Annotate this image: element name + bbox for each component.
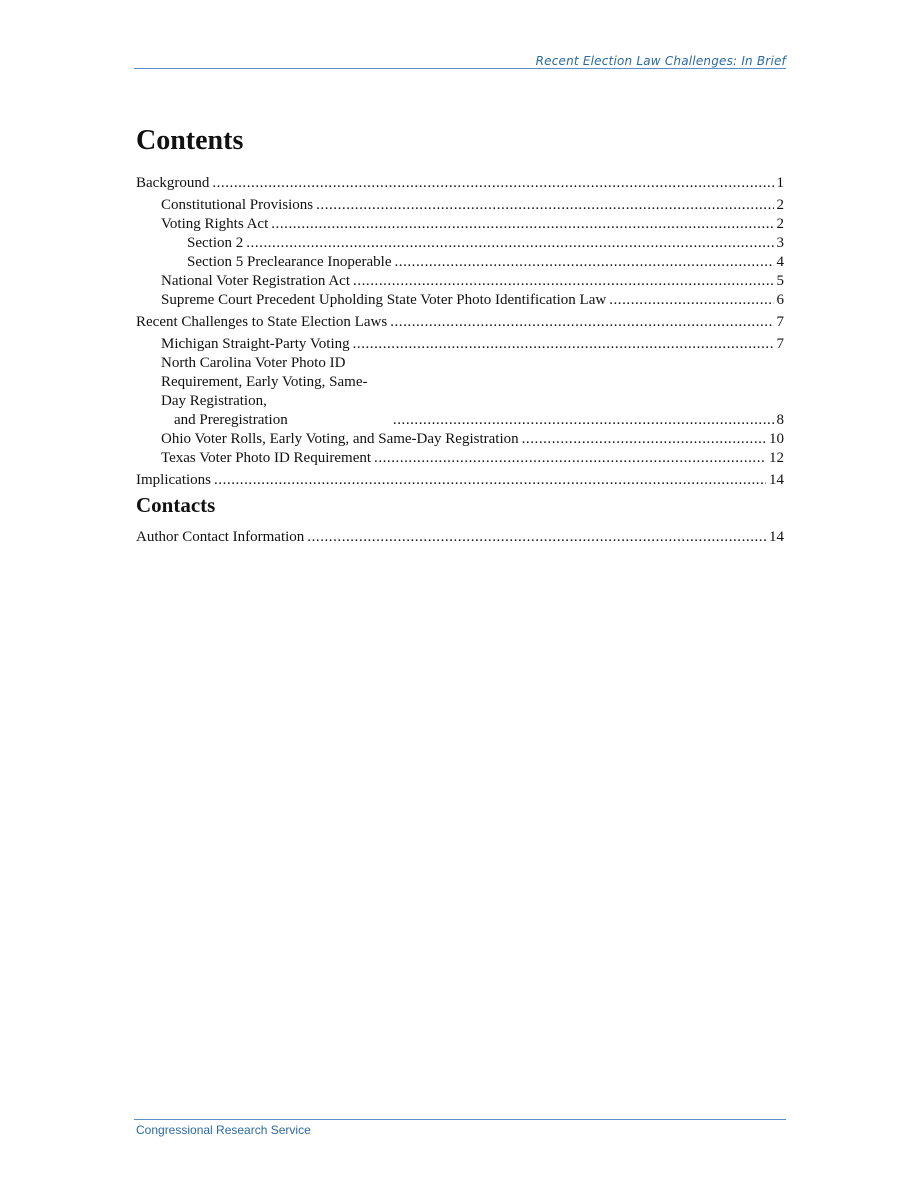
toc-entry-title: Background (136, 175, 210, 191)
toc-entry-title: Constitutional Provisions (161, 197, 314, 213)
toc-page-number: 7 (776, 314, 784, 330)
header-divider (134, 68, 786, 69)
contacts-list (136, 528, 784, 547)
dot-leader (390, 313, 773, 332)
toc-entry-voting-rights-act[interactable] (136, 215, 784, 234)
contacts-heading: Contacts (136, 493, 216, 517)
toc-entry-section-5[interactable] (136, 253, 784, 272)
toc-entry-title: North Carolina Voter Photo ID Requirement, Early Voting, Same-Day Registration, (161, 355, 368, 409)
dot-leader (394, 253, 773, 272)
toc-page-number: 1 (776, 175, 784, 191)
toc-entry-section-2[interactable] (136, 234, 784, 253)
dot-leader (374, 449, 766, 468)
toc-entry-title: Section 5 Preclearance Inoperable (187, 254, 392, 270)
toc-entry-title: Implications (136, 472, 211, 488)
toc-page-number: 10 (769, 431, 784, 447)
dot-leader (316, 196, 773, 215)
dot-leader (212, 174, 773, 193)
dot-leader (353, 272, 773, 291)
toc-page-number: 2 (776, 216, 784, 232)
toc-entry-title: Section 2 (187, 235, 244, 251)
toc-entry-title: Texas Voter Photo ID Requirement (161, 450, 372, 466)
dot-leader (214, 471, 766, 490)
toc-entry-title: Ohio Voter Rolls, Early Voting, and Same-Day Registration (161, 431, 519, 447)
toc-page-number: 5 (776, 273, 784, 289)
toc-entry-constitutional-provisions[interactable] (136, 196, 784, 215)
toc-entry-ohio[interactable] (136, 430, 784, 449)
contents-heading: Contents (136, 125, 244, 156)
toc-entry-title: Voting Rights Act (161, 216, 269, 232)
dot-leader (393, 411, 774, 430)
dot-leader (271, 215, 773, 234)
dot-leader (307, 528, 766, 547)
footer-divider (134, 1119, 786, 1120)
toc-page-number: 6 (776, 292, 784, 308)
dot-leader (246, 234, 773, 253)
toc-page-number: 14 (769, 472, 784, 488)
toc-entry-michigan[interactable] (136, 335, 784, 354)
toc-page-number: 14 (769, 529, 784, 545)
dot-leader (609, 291, 773, 310)
table-of-contents (136, 174, 784, 490)
toc-entry-title: Recent Challenges to State Election Laws (136, 314, 388, 330)
toc-entry-supreme-court-precedent[interactable] (136, 291, 784, 310)
toc-entry-background[interactable] (136, 174, 784, 193)
toc-entry-implications[interactable] (136, 471, 784, 490)
toc-page-number: 3 (776, 235, 784, 251)
toc-entry-title: National Voter Registration Act (161, 273, 351, 289)
toc-entry-nvra[interactable] (136, 272, 784, 291)
toc-page-number: 4 (776, 254, 784, 270)
toc-entry-title-wrapped (161, 354, 390, 430)
toc-entry-recent-challenges[interactable] (136, 313, 784, 332)
toc-entry-title-continuation: and Preregistration (174, 412, 288, 428)
footer-organization: Congressional Research Service (136, 1123, 311, 1137)
toc-entry-north-carolina[interactable] (136, 354, 784, 430)
toc-entry-texas[interactable] (136, 449, 784, 468)
toc-page-number: 8 (776, 412, 784, 428)
toc-page-number: 7 (776, 336, 784, 352)
running-header: Recent Election Law Challenges: In Brief (535, 54, 786, 68)
toc-entry-author-contact[interactable] (136, 528, 784, 547)
toc-entry-title: Author Contact Information (136, 529, 305, 545)
toc-page-number: 2 (776, 197, 784, 213)
dot-leader (353, 335, 774, 354)
toc-page-number: 12 (769, 450, 784, 466)
toc-entry-title: Supreme Court Precedent Upholding State Voter Photo Identification Law (161, 292, 607, 308)
dot-leader (522, 430, 766, 449)
toc-entry-title: Michigan Straight-Party Voting (161, 336, 350, 352)
